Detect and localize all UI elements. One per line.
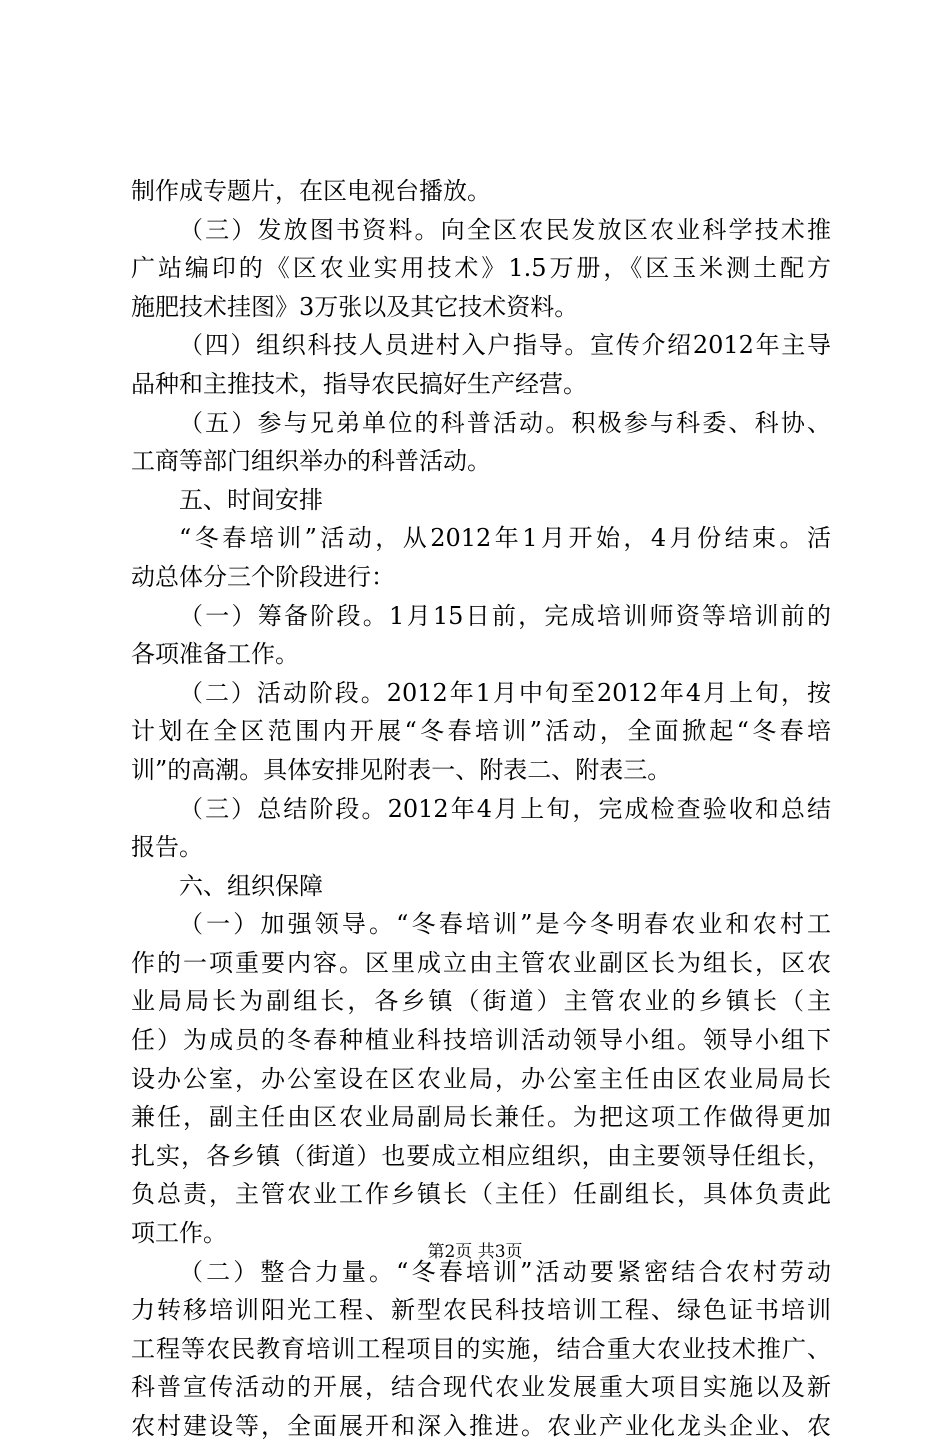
- text-line: 工程等农民教育培训工程项目的实施，结合重大农业技术推广、: [131, 1334, 831, 1363]
- page-footer: 第2页 共3页: [427, 1242, 523, 1262]
- text-line: 五、时间安排: [179, 485, 323, 514]
- text-line: 作的一项重要内容。区里成立由主管农业副区长为组长，区农: [131, 948, 831, 977]
- text-line: 兼任，副主任由区农业局副局长兼任。为把这项工作做得更加: [131, 1103, 831, 1132]
- text-line: （四）组织科技人员进村入户指导。宣传介绍2012年主导: [179, 331, 831, 360]
- text-line: 任）为成员的冬春种植业科技培训活动领导小组。领导小组下: [131, 1026, 831, 1055]
- text-line: （三）发放图书资料。向全区农民发放区农业科学技术推: [179, 215, 831, 244]
- text-line: 六、组织保障: [179, 871, 323, 900]
- text-line: 动总体分三个阶段进行：: [131, 562, 395, 591]
- text-line: （五）参与兄弟单位的科普活动。积极参与科委、科协、: [179, 408, 831, 437]
- text-line: 品种和主推技术，指导农民搞好生产经营。: [131, 369, 587, 398]
- text-line: 扎实，各乡镇（街道）也要成立相应组织，由主要领导任组长，: [131, 1141, 831, 1170]
- text-line: 施肥技术挂图》3万张以及其它技术资料。: [131, 292, 579, 321]
- text-line: 计划在全区范围内开展“冬春培训”活动，全面掀起“冬春培: [131, 717, 831, 746]
- text-line: 项工作。: [131, 1219, 227, 1248]
- text-line: 科普宣传活动的开展，结合现代农业发展重大项目实施以及新: [131, 1373, 831, 1402]
- text-line: 训”的高潮。具体安排见附表一、附表二、附表三。: [131, 755, 672, 784]
- text-line: （二）活动阶段。2012年1月中旬至2012年4月上旬，按: [179, 678, 831, 707]
- text-line: 制作成专题片，在区电视台播放。: [131, 177, 491, 205]
- text-line: 业局局长为副组长，各乡镇（街道）主管农业的乡镇长（主: [131, 987, 831, 1016]
- text-line: 报告。: [131, 833, 203, 862]
- text-line: 力转移培训阳光工程、新型农民科技培训工程、绿色证书培训: [131, 1296, 831, 1325]
- text-line: 农村建设等，全面展开和深入推进。农业产业化龙头企业、农: [131, 1412, 831, 1440]
- text-line: （一）筹备阶段。1月15日前，完成培训师资等培训前的: [179, 601, 831, 630]
- text-line: （二）整合力量。“冬春培训”活动要紧密结合农村劳动: [179, 1257, 831, 1286]
- text-line: 各项准备工作。: [131, 640, 299, 669]
- text-line: 负总责，主管农业工作乡镇长（主任）任副组长，具体负责此: [131, 1180, 831, 1209]
- text-line: 广站编印的《区农业实用技术》1.5万册，《区玉米测土配方: [131, 254, 831, 283]
- text-line: 工商等部门组织举办的科普活动。: [131, 447, 491, 476]
- text-line: 设办公室，办公室设在区农业局，办公室主任由区农业局局长: [131, 1064, 831, 1093]
- text-line: “冬春培训”活动，从2012年1月开始，4月份结束。活: [179, 524, 831, 553]
- text-line: （三）总结阶段。2012年4月上旬，完成检查验收和总结: [179, 794, 831, 823]
- text-line: （一）加强领导。“冬春培训”是今冬明春农业和农村工: [179, 910, 831, 939]
